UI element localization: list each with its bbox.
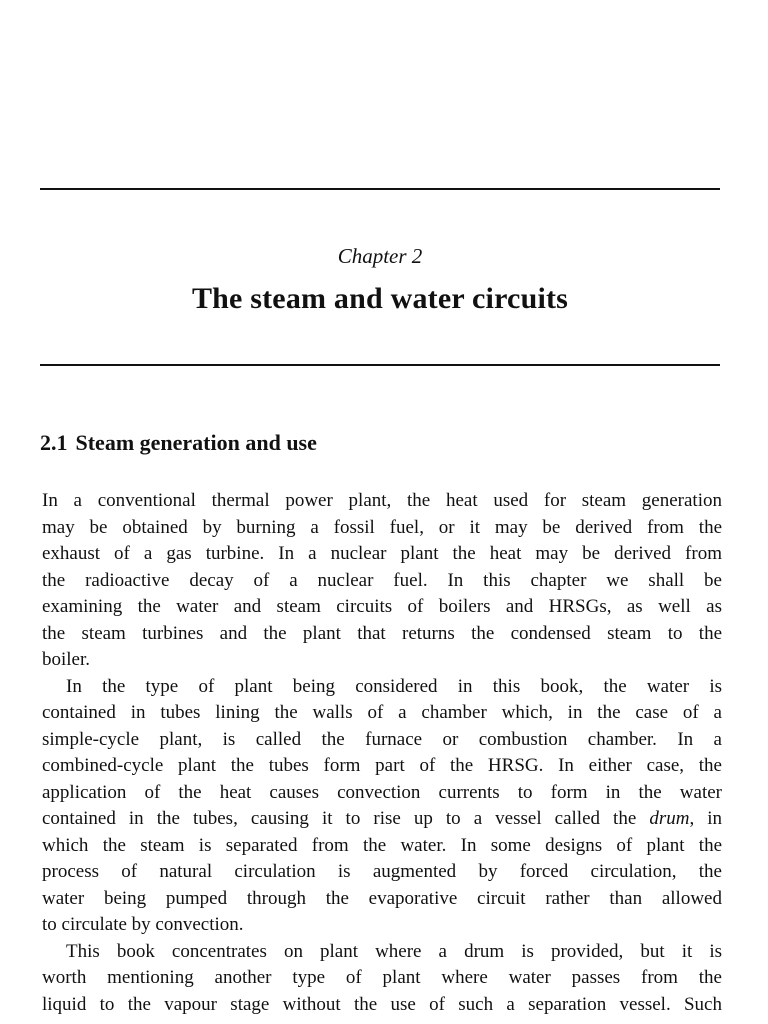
text-line: to circulate by convection.	[42, 914, 244, 935]
bottom-rule	[40, 364, 720, 366]
section-heading	[40, 430, 317, 456]
text-line: the steam turbines and the plant that returns the condensed steam to the	[42, 622, 722, 644]
chapter-label: Chapter 2	[337, 244, 423, 268]
text-line: which the steam is separated from the water. In some designs of plant the	[42, 834, 722, 856]
text-line: simple-cycle plant, is called the furnace or combustion chamber. In a	[42, 728, 722, 750]
text-line: application of the heat causes convection currents to form in the water	[42, 781, 722, 803]
text-line: contained in tubes lining the walls of a chamber which, in the case of a	[42, 702, 722, 723]
text-line: examining the water and steam circuits of boilers and HRSGs, as well as	[42, 596, 722, 617]
text-line: In a conventional thermal power plant, the heat used for steam generation	[42, 490, 722, 511]
text-line: process of natural circulation is augmented by forced circulation, the	[42, 861, 722, 882]
chapter-title: The steam and water circuits	[191, 282, 569, 315]
paragraph-3	[42, 939, 722, 1019]
emphasis-word: drum	[649, 808, 690, 829]
text-line: water being pumped through the evaporative circuit rather than allowed	[42, 887, 722, 909]
text-line: worth mentioning another type of plant where water passes from the	[42, 967, 722, 988]
text-line: boiler.	[42, 649, 91, 670]
text-line: In the type of plant being considered in this book, the water is	[66, 675, 722, 697]
paragraph-1	[42, 488, 722, 674]
text-line: combined-cycle plant the tubes form part of the HRSG. In either case, the	[42, 755, 722, 776]
body-text	[42, 488, 722, 1018]
text-line: the radioactive decay of a nuclear fuel. In this chapter we shall be	[42, 569, 722, 591]
top-rule	[40, 188, 720, 190]
section-title: Steam generation and use	[75, 430, 317, 455]
text-line: exhaust of a gas turbine. In a nuclear plant the heat may be derived from	[42, 543, 722, 564]
text-segment: contained in the tubes, causing it to rise up to a vessel called the	[42, 808, 637, 829]
text-line: liquid to the vapour stage without the use of such a separation vessel. Such	[42, 993, 722, 1015]
section-number: 2.1	[40, 430, 68, 455]
text-segment: , in	[689, 808, 723, 829]
text-line: may be obtained by burning a fossil fuel, or it may be derived from the	[42, 516, 722, 538]
text-line: This book concentrates on plant where a drum is provided, but it is	[66, 940, 722, 962]
paragraph-2	[42, 674, 722, 939]
text-line-with-emphasis	[42, 806, 722, 833]
